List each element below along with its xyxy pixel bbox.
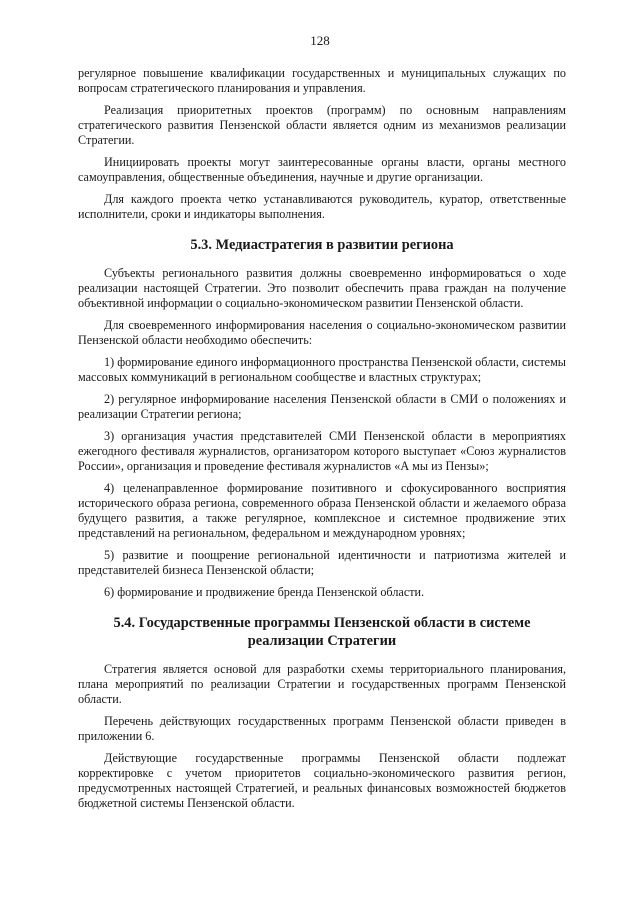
section-heading-line: реализации Стратегии <box>247 633 397 649</box>
list-item: 6) формирование и продвижение бренда Пензенской области. <box>104 585 425 599</box>
paragraph: Реализация приоритетных проектов (программ) по основным направлениям стратегического развития Пензенской области является одним из механизмов реализации Стратегии. <box>78 103 566 147</box>
list-item: 3) организация участия представителей СМИ Пензенской области в мероприятиях ежегодного фестиваля журналистов, организатором которого выступает «Союз журналистов России», организация и проведение фестиваля журналистов «А мы из Пензы»; <box>78 429 566 473</box>
paragraph: Перечень действующих государственных программ Пензенской области приведен в приложении 6. <box>78 714 566 743</box>
paragraph: Для своевременного информирования населения о социально-экономическом развитии Пензенской области необходимо обеспечить: <box>78 318 566 347</box>
section-heading-5-3: 5.3. Медиастратегия в развитии региона <box>190 237 454 253</box>
document-body <box>78 66 566 818</box>
list-item: 2) регулярное информирование населения Пензенской области в СМИ о положениях и реализации Стратегии региона; <box>78 392 566 421</box>
paragraph: Субъекты регионального развития должны своевременно информироваться о ходе реализации настоящей Стратегии. Это позволит обеспечить права граждан на получение объективной информации о социально-экономическом развитии Пензенской области. <box>78 266 566 310</box>
paragraph: регулярное повышение квалификации государственных и муниципальных служащих по вопросам стратегического планирования и управления. <box>78 66 566 95</box>
list-item: 5) развитие и поощрение региональной идентичности и патриотизма жителей и представителей бизнеса Пензенской области; <box>78 548 566 577</box>
list-item: 1) формирование единого информационного пространства Пензенской области, системы массовых коммуникаций в региональном сообществе и властных структурах; <box>78 355 566 384</box>
section-heading-line: 5.4. Государственные программы Пензенской области в системе <box>113 615 531 631</box>
paragraph: Для каждого проекта четко устанавливаются руководитель, куратор, ответственные исполнители, сроки и индикаторы выполнения. <box>78 192 566 221</box>
list-item: 4) целенаправленное формирование позитивного и сфокусированного восприятия исторического образа региона, современного образа Пензенской области и желаемого образа будущего развития, а также регулярное, комплексное и системное продвижение этих представлений на региональном, федеральном и международном уровнях; <box>78 481 566 540</box>
paragraph: Действующие государственные программы Пензенской области подлежат корректировке с учетом приоритетов социально-экономического развития регион, предусмотренных настоящей Стратегией, и реальных финансовых возможностей бюджетов бюджетной системы Пензенской области. <box>78 751 566 810</box>
paragraph: Инициировать проекты могут заинтересованные органы власти, органы местного самоуправления, общественные объединения, научные и другие организации. <box>78 155 566 184</box>
section-heading-5-4 <box>78 614 566 650</box>
page-number: 128 <box>310 33 330 48</box>
paragraph: Стратегия является основой для разработки схемы территориального планирования, плана мероприятий по реализации Стратегии и государственных программ Пензенской области. <box>78 662 566 706</box>
